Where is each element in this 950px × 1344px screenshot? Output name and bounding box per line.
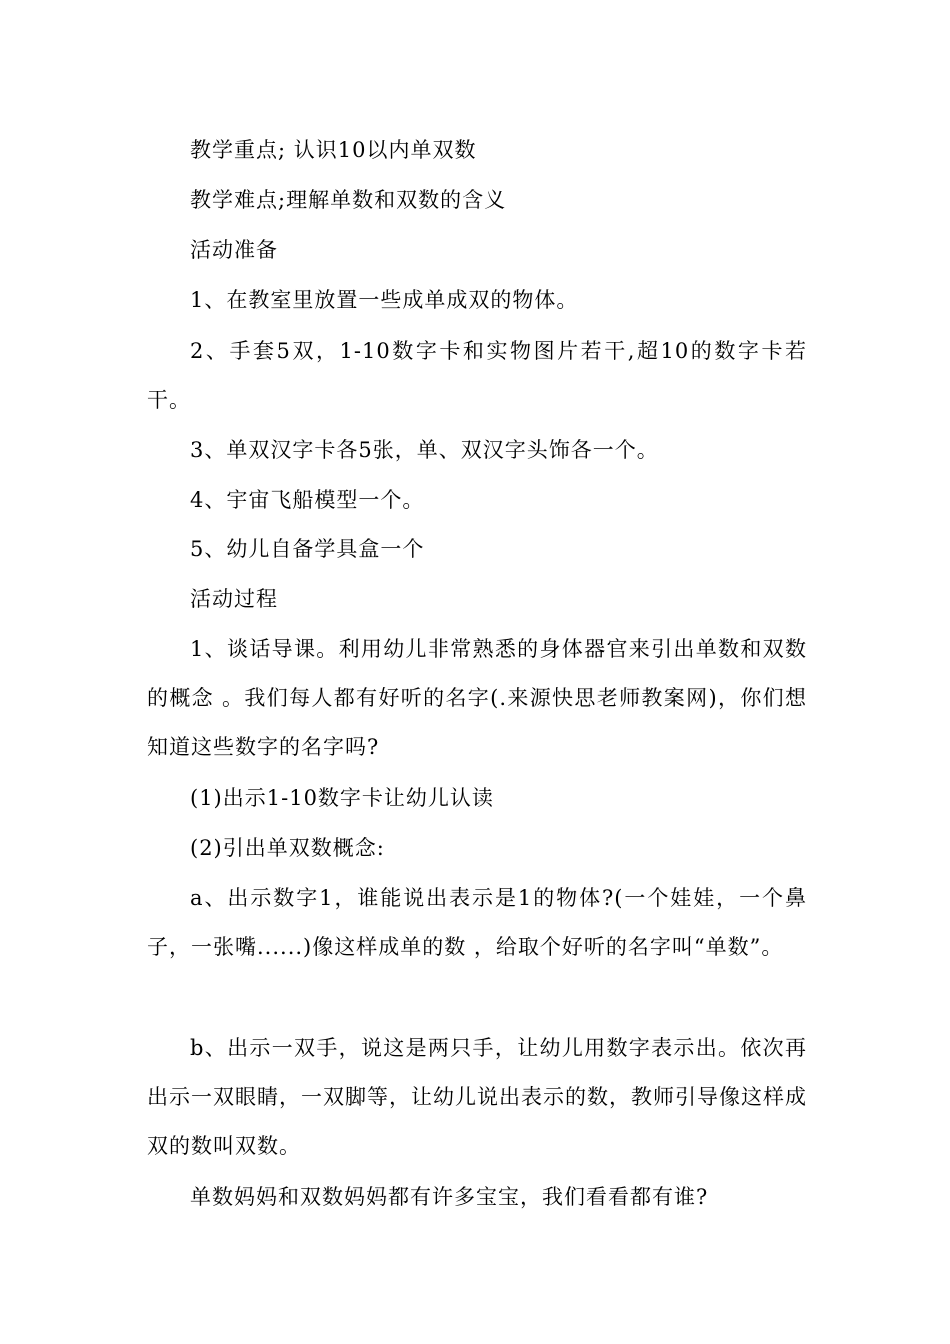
process-substep-2: (2)引出单双数概念: — [190, 836, 385, 860]
section-heading-preparation: 活动准备 — [190, 238, 278, 262]
closing-paragraph: 单数妈妈和双数妈妈都有许多宝宝，我们看看都有谁? — [190, 1185, 709, 1209]
process-substep-1: (1)出示1-10数字卡让幼儿认读 — [190, 786, 494, 810]
preparation-item-2: 2、手套5双，1-10数字卡和实物图片若干,超10的数字卡若干。 — [147, 339, 807, 412]
teaching-difficulty: 教学难点;理解单数和双数的含义 — [190, 188, 507, 212]
section-heading-process: 活动过程 — [190, 587, 278, 611]
process-point-a: a、出示数字1，谁能说出表示是1的物体?(一个娃娃，一个鼻子，一张嘴......)像这样成单的数 ，给取个好听的名字叫“单数”。 — [147, 886, 807, 959]
process-step-1: 1、谈话导课。利用幼儿非常熟悉的身体器官来引出单数和双数的概念 。我们每人都有好听的名字(.来源快思老师教案网)，你们想知道这些数字的名字吗? — [147, 637, 807, 759]
preparation-item-1: 1、在教室里放置一些成单成双的物体。 — [190, 288, 579, 312]
teaching-focus: 教学重点; 认识10以内单双数 — [190, 138, 477, 162]
preparation-item-3: 3、单双汉字卡各5张，单、双汉字头饰各一个。 — [190, 438, 659, 462]
process-point-b: b、出示一双手，说这是两只手，让幼儿用数字表示出。依次再出示一双眼睛，一双脚等，让幼儿说出表示的数，教师引导像这样成双的数叫双数。 — [147, 1036, 807, 1158]
preparation-item-5: 5、幼儿自备学具盒一个 — [190, 537, 425, 561]
preparation-item-4: 4、宇宙飞船模型一个。 — [190, 488, 425, 512]
